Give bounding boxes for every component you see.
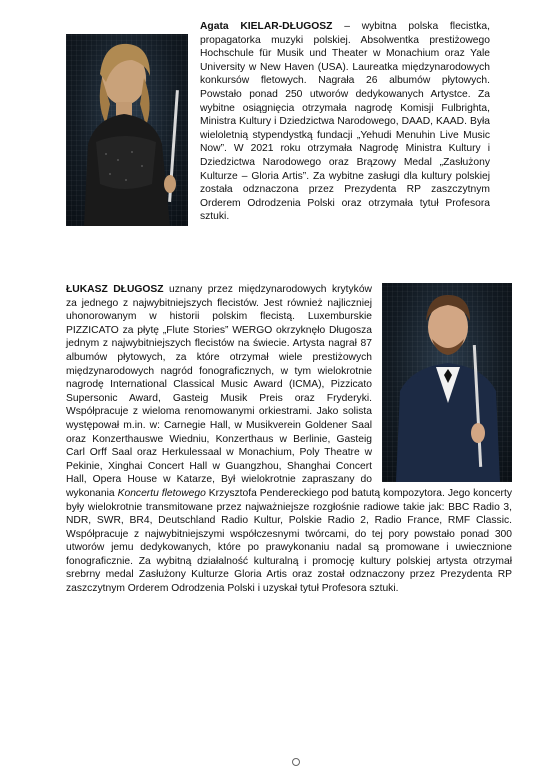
photo-wrap-spacer (66, 20, 200, 236)
bio-lukasz-text-b: Krzysztofa Pendereckiego pod batutą kompozytora. Jego koncerty były wielokrotnie transmitowane przez najważniejsze rozgłośnie radiowe takie jak: BBC Radio 3, NDR, SWR, BR4, Deutschland Radio Kultur, Polskie Radio 2, Radio France, RMF Classic. Współpracuje z najwybitniejszymi współczesnymi twórcami, do tej pory powstało ponad 300 utworów jemu dedykowanych, które po prawykonaniu nadal są promowane i uwiecznione fonograficznie. Za wybitną działalność kulturalną i promocję kultury polskiej artysta otrzymał srebrny medal Zasłużony Kulturze Gloria Artis oraz został odznaczony przez Prezydenta RP zaszczytnym Orderem Odrodzenia Polski i uzyskał tytuł Profesora sztuki. (66, 487, 512, 595)
bio-lukasz-work-title: Koncertu fletowego (117, 487, 206, 499)
bio-agata-text: – wybitna polska flecistka, propagatorka muzyki polskiej. Absolwentka prestiżowego Hochschule für Musik und Theater w Monachium oraz Yale University w New Haven (USA). Laureatka międzynarodowych konkursów fletowych. Nagrała 26 albumów płytowych. Powstało ponad 250 utworów dedykowanych Artystce. Za wybitne osiągnięcia otrzymała nagrodę Komisji Fulbrighta, Ministra Kultury i Dziedzictwa Narodowego, DAAD, KAAD. Była wieloletnią stypendystką fundacji „Yehudi Menuhin Live Music Now”. W 2021 roku otrzymała Nagrodę Ministra Kultury i Dziedzictwa Narodowego oraz Brązowy Medal „Zasłużony Kulturze – Gloria Artis”. Za wybitne zasługi dla kultury polskiej została odznaczona przez Prezydenta RP zaszczytnym Orderem Odrodzenia Polski oraz otrzymała tytuł Profesora sztuki. (200, 21, 490, 223)
bio-lukasz-name: ŁUKASZ DŁUGOSZ (66, 284, 164, 295)
bio-agata (66, 20, 490, 236)
bio-lukasz (66, 283, 512, 596)
photo-wrap-spacer (372, 283, 512, 483)
bio-lukasz-text-a: uznany przez międzynarodowych krytyków za jednego z najwybitniejszych flecistów. Jest również najliczniej uhonorowanym w historii polskim flecistą. Luxemburskie PIZZICATO za płytę „Flute Stories” WERGO okrzyknęło Długosza jednym z najwybitniejszych flecistów na świecie. Artysta nagrał 87 albumów płytowych, za które otrzymał wiele prestiżowych międzynarodowych nagród fonograficznych, w tym wielokrotnie nagrodę International Classical Music Award (ICMA), Pizzicato Supersonic Award, Gasteig Musik Preis oraz Fryderyki. Współpracuje z wieloma renomowanymi orkiestrami. Jako solista występował m.in. w: Carnegie Hall, w Musikverein Goldener Saal oraz Konzerthauswe Wiedniu, Konzerthaus w Berlinie, Gasteig Carl Orff Saal oraz Herkulessaal w Monachium, Poly Theatre w Pekinie, Xinghai Concert Hall w Guangzhou, Shanghai Concert Hall, Opera House w Katarze, Był wielokrotnie zapraszany do wykonania (66, 284, 372, 499)
bio-agata-name: Agata KIELAR-DŁUGOSZ (200, 21, 333, 32)
page-footer-mark (292, 758, 300, 766)
